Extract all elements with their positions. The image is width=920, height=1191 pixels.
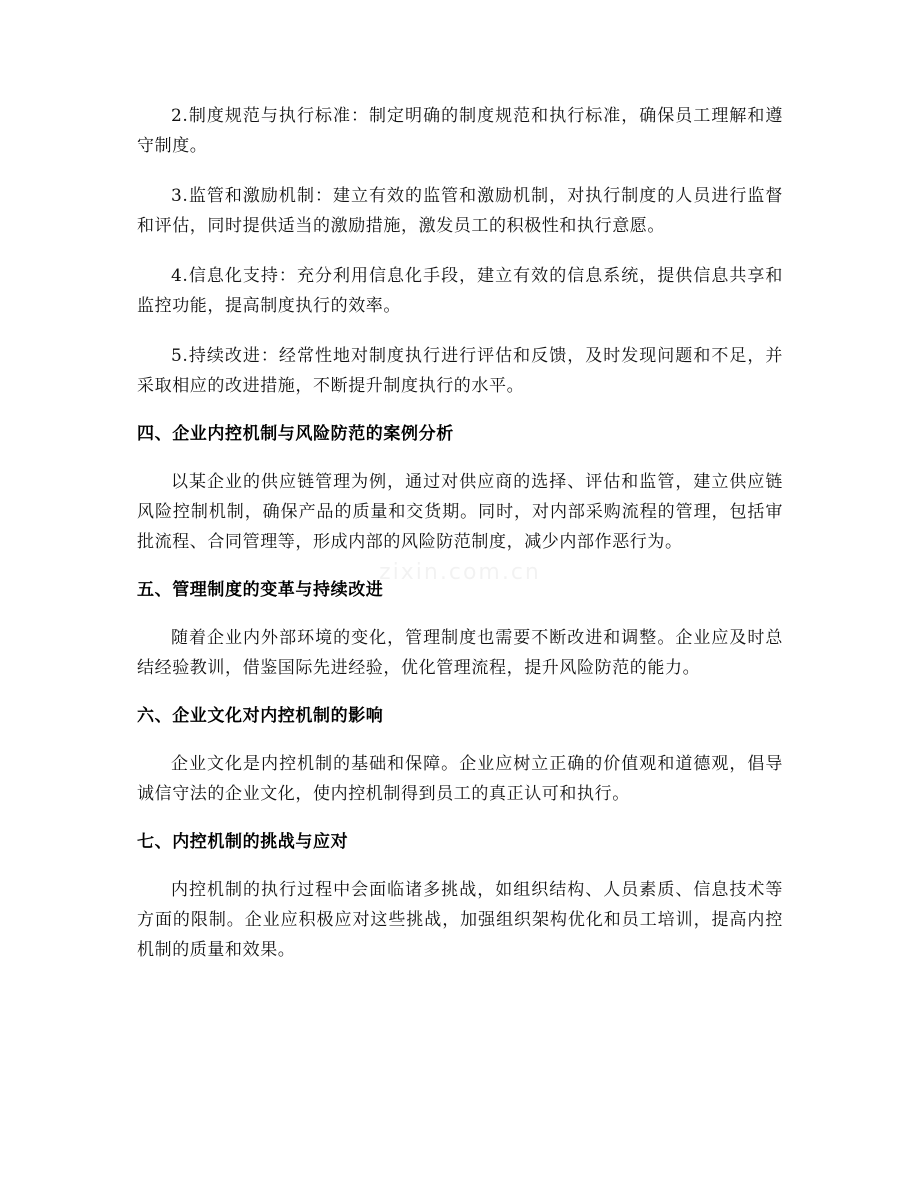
paragraph-culture: 企业文化是内控机制的基础和保障。企业应树立正确的价值观和道德观，倡导诚信守法的企业文化，使内控机制得到员工的真正认可和执行。 bbox=[137, 754, 783, 804]
paragraph-case-analysis: 以某企业的供应链管理为例，通过对供应商的选择、评估和监管，建立供应链风险控制机制，确保产品的质量和交货期。同时，对内部采购流程的管理，包括审批流程、合同管理等，形成内部的风险防范制度，减少内部作恶行为。 bbox=[137, 472, 783, 552]
section-heading-5: 五、管理制度的变革与持续改进 bbox=[137, 580, 384, 600]
paragraph-5-improvement: 5.持续改进：经常性地对制度执行进行评估和反馈，及时发现问题和不足，并采取相应的改进措施，不断提升制度执行的水平。 bbox=[137, 346, 783, 396]
paragraph-reform: 随着企业内外部环境的变化，管理制度也需要不断改进和调整。企业应及时总结经验教训，借鉴国际先进经验，优化管理流程，提升风险防范的能力。 bbox=[137, 628, 783, 678]
paragraph-2-regulations: 2.制度规范与执行标准：制定明确的制度规范和执行标准，确保员工理解和遵守制度。 bbox=[137, 106, 783, 156]
section-heading-7: 七、内控机制的挑战与应对 bbox=[137, 832, 349, 852]
section-heading-6: 六、企业文化对内控机制的影响 bbox=[137, 706, 384, 726]
paragraph-challenges: 内控机制的执行过程中会面临诸多挑战，如组织结构、人员素质、信息技术等方面的限制。企业应积极应对这些挑战，加强组织架构优化和员工培训，提高内控机制的质量和效果。 bbox=[137, 880, 783, 960]
paragraph-4-informatization: 4.信息化支持：充分利用信息化手段，建立有效的信息系统，提供信息共享和监控功能，提高制度执行的效率。 bbox=[137, 266, 783, 316]
section-heading-4: 四、企业内控机制与风险防范的案例分析 bbox=[137, 424, 454, 444]
paragraph-3-supervision: 3.监管和激励机制：建立有效的监管和激励机制，对执行制度的人员进行监督和评估，同时提供适当的激励措施，激发员工的积极性和执行意愿。 bbox=[137, 186, 783, 236]
